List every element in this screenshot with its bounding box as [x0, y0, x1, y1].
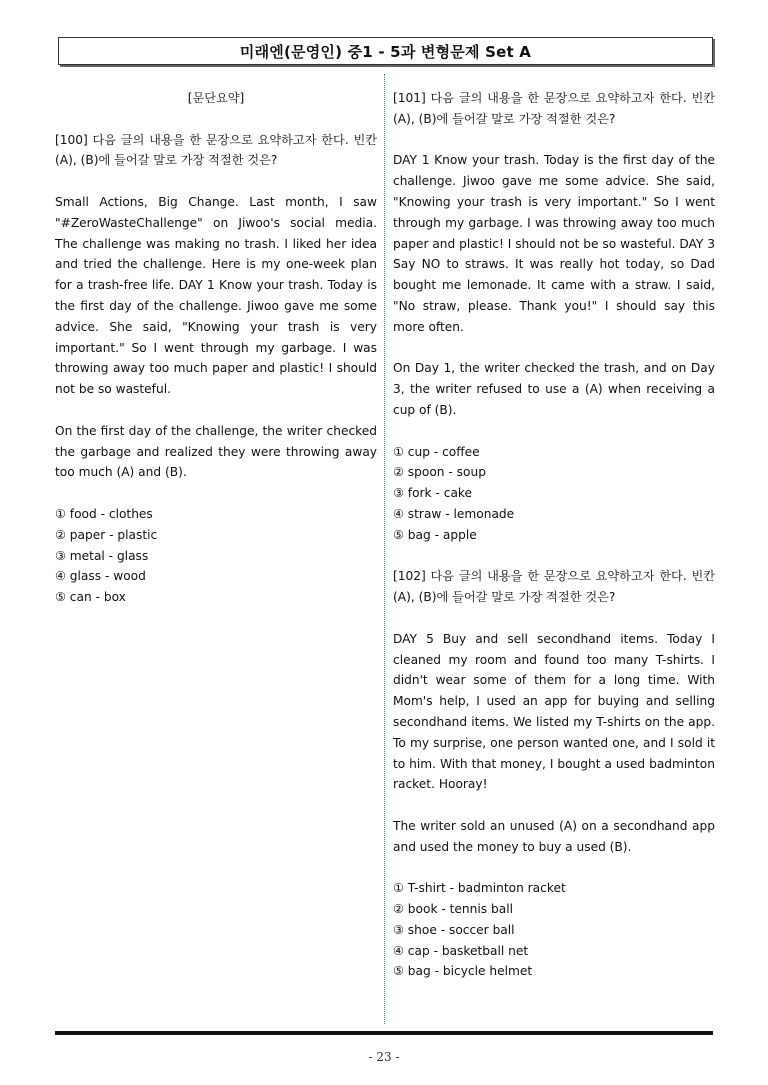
- question-100: [55, 130, 377, 608]
- question-passage: DAY 5 Buy and sell secondhand items. Today I cleaned my room and found too many T-shirts. I didn't wear some of them for a long time. With Mom's help, I used an app for buying and selling secondhand items. We listed my T-shirts on the app. To my surprise, one person wanted one, and I sold it to him. With that money, I bought a used badminton racket. Hooray!: [393, 631, 715, 792]
- answer-option[interactable]: ⑤ bag - bicycle helmet: [393, 964, 533, 979]
- question-summary: On the first day of the challenge, the writer checked the garbage and realized they were throwing away too much (A) and (B).: [55, 423, 377, 480]
- question-101: [393, 88, 715, 546]
- answer-option[interactable]: ④ cap - basketball net: [393, 943, 529, 958]
- right-column: [393, 88, 715, 1003]
- answer-option[interactable]: ③ shoe - soccer ball: [393, 922, 515, 937]
- question-summary: The writer sold an unused (A) on a secondhand app and used the money to buy a used (B).: [393, 818, 715, 854]
- answer-options: [393, 442, 715, 546]
- answer-option[interactable]: ② spoon - soup: [393, 465, 486, 480]
- question-passage: DAY 1 Know your trash. Today is the first day of the challenge. Jiwoo gave me some advice. She said, "Knowing your trash is very important." So I went through my garbage. I was throwing away too much paper and plastic! I should not be so wasteful. DAY 3 Say NO to straws. It was really hot today, so Dad bought me lemonade. It came with a straw. I said, "No straw, please. Thank you!" I should say this more often.: [393, 153, 715, 334]
- answer-option[interactable]: ③ fork - cake: [393, 486, 473, 501]
- column-divider: [384, 74, 385, 1024]
- answer-option[interactable]: ④ glass - wood: [55, 569, 146, 584]
- answer-options: [55, 504, 377, 608]
- answer-option[interactable]: ⑤ can - box: [55, 590, 126, 605]
- answer-options: [393, 878, 715, 982]
- question-102: [393, 566, 715, 982]
- question-passage: Small Actions, Big Change. Last month, I saw "#ZeroWasteChallenge" on Jiwoo's social media. The challenge was making no trash. I liked her idea and tried the challenge. Here is my one-week plan for a trash-free life. DAY 1 Know your trash. Today is the first day of the challenge. Jiwoo gave me some advice. She said, "Knowing your trash is very important." So I went through my garbage. I was throwing away too much paper and plastic! I should not be so wasteful.: [55, 194, 377, 397]
- page-number: - 23 -: [368, 1050, 400, 1064]
- question-prompt: [101] 다음 글의 내용을 한 문장으로 요약하고자 한다. 빈칸 (A), (B)에 들어갈 말로 가장 적절한 것은?: [393, 91, 715, 126]
- answer-option[interactable]: ⑤ bag - apple: [393, 527, 477, 542]
- question-summary: On Day 1, the writer checked the trash, and on Day 3, the writer refused to use a (A) when receiving a cup of (B).: [393, 361, 715, 417]
- answer-option[interactable]: ② book - tennis ball: [393, 902, 513, 917]
- section-label: [문단요약]: [187, 91, 245, 105]
- answer-option[interactable]: ② paper - plastic: [55, 527, 158, 542]
- answer-option[interactable]: ③ metal - glass: [55, 548, 149, 563]
- answer-option[interactable]: ① food - clothes: [55, 506, 153, 521]
- page-title: 미래엔(문영인) 중1 - 5과 변형문제 Set A: [58, 37, 713, 65]
- footer-rule: [55, 1031, 713, 1035]
- question-prompt: [100] 다음 글의 내용을 한 문장으로 요약하고자 한다. 빈칸 (A), (B)에 들어갈 말로 가장 적절한 것은?: [55, 132, 377, 168]
- answer-option[interactable]: ④ straw - lemonade: [393, 506, 515, 521]
- left-column: [55, 88, 377, 629]
- answer-option[interactable]: ① cup - coffee: [393, 444, 480, 459]
- question-prompt: [102] 다음 글의 내용을 한 문장으로 요약하고자 한다. 빈칸 (A), (B)에 들어갈 말로 가장 적절한 것은?: [393, 569, 715, 605]
- answer-option[interactable]: ① T-shirt - badminton racket: [393, 881, 566, 896]
